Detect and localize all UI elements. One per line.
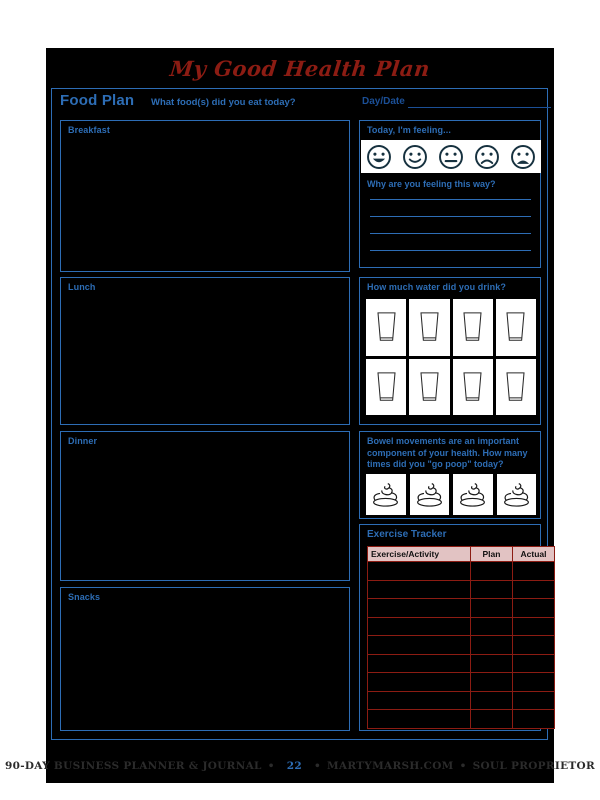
- glass-cell[interactable]: [409, 359, 449, 416]
- table-row[interactable]: [368, 710, 555, 729]
- cell-plan[interactable]: [471, 710, 513, 729]
- poop-cell[interactable]: [453, 474, 493, 515]
- cell-plan[interactable]: [471, 673, 513, 692]
- water-glass-icon: [374, 370, 399, 404]
- footer-page-number: 22: [286, 760, 302, 772]
- mood-answer-line[interactable]: [370, 250, 531, 251]
- table-row[interactable]: [368, 599, 555, 618]
- cell-plan[interactable]: [471, 654, 513, 673]
- smile-face-icon[interactable]: [402, 144, 428, 170]
- cell-activity[interactable]: [368, 636, 471, 655]
- water-glass-icon: [503, 310, 528, 344]
- water-glass-icon: [503, 370, 528, 404]
- lunch-label: Lunch: [68, 282, 96, 292]
- glass-cell[interactable]: [496, 359, 536, 416]
- water-question: How much water did you drink?: [367, 282, 506, 292]
- cell-actual[interactable]: [513, 710, 555, 729]
- table-header-row: [368, 547, 555, 562]
- dinner-label: Dinner: [68, 436, 98, 446]
- footer-separator: •: [459, 760, 467, 772]
- footer-separator: •: [267, 760, 275, 772]
- mood-question: Why are you feeling this way?: [367, 179, 496, 189]
- mood-answer-line[interactable]: [370, 233, 531, 234]
- cell-plan[interactable]: [471, 562, 513, 581]
- cell-actual[interactable]: [513, 691, 555, 710]
- cell-activity[interactable]: [368, 599, 471, 618]
- lunch-box[interactable]: [60, 277, 350, 425]
- bowel-box: [359, 431, 541, 519]
- poop-icon: [501, 479, 532, 510]
- table-row[interactable]: [368, 673, 555, 692]
- mood-answer-line[interactable]: [370, 199, 531, 200]
- cell-activity[interactable]: [368, 710, 471, 729]
- frown-face-icon[interactable]: [474, 144, 500, 170]
- breakfast-label: Breakfast: [68, 125, 110, 135]
- column-header-plan: Plan: [471, 547, 513, 562]
- cell-activity[interactable]: [368, 654, 471, 673]
- poop-icon: [457, 479, 488, 510]
- bowel-question: Bowel movements are an important component of your health. How many times did you "go poop" today?: [367, 436, 528, 469]
- page-title: My Good Health Plan: [168, 56, 432, 81]
- mood-answer-line[interactable]: [370, 216, 531, 217]
- cell-actual[interactable]: [513, 562, 555, 581]
- dinner-box[interactable]: [60, 431, 350, 581]
- water-glass-grid: [366, 299, 536, 415]
- glass-cell[interactable]: [453, 299, 493, 356]
- cell-actual[interactable]: [513, 654, 555, 673]
- water-glass-icon: [374, 310, 399, 344]
- breakfast-box[interactable]: [60, 120, 350, 272]
- footer-brand: SOUL PROPRIETOR: [472, 760, 596, 772]
- glass-cell[interactable]: [496, 299, 536, 356]
- water-glass-icon: [460, 310, 485, 344]
- cell-activity[interactable]: [368, 580, 471, 599]
- cell-plan[interactable]: [471, 580, 513, 599]
- cell-actual[interactable]: [513, 636, 555, 655]
- table-row[interactable]: [368, 580, 555, 599]
- footer-title: 90-DAY BUSINESS PLANNER & JOURNAL: [4, 760, 262, 772]
- cell-actual[interactable]: [513, 617, 555, 636]
- table-row[interactable]: [368, 691, 555, 710]
- day-date-label: Day/Date: [362, 96, 405, 107]
- glass-cell[interactable]: [453, 359, 493, 416]
- cell-plan[interactable]: [471, 599, 513, 618]
- cell-plan[interactable]: [471, 691, 513, 710]
- day-date-input-line[interactable]: [408, 107, 551, 108]
- poop-icon-grid: [366, 474, 536, 515]
- column-header-activity: Exercise/Activity: [368, 547, 471, 562]
- column-header-actual: Actual: [513, 547, 555, 562]
- glass-cell[interactable]: [366, 359, 406, 416]
- section-title: Food Plan: [60, 92, 135, 109]
- cell-plan[interactable]: [471, 636, 513, 655]
- mood-face-row: [361, 140, 541, 173]
- cell-activity[interactable]: [368, 617, 471, 636]
- mood-label: Today, I'm feeling...: [367, 125, 451, 135]
- footer-site: MARTYMARSH.COM: [326, 760, 454, 772]
- exercise-box: [359, 524, 547, 731]
- snacks-label: Snacks: [68, 592, 101, 602]
- footer-separator: •: [313, 760, 321, 772]
- neutral-face-icon[interactable]: [438, 144, 464, 170]
- exercise-table: [367, 546, 555, 729]
- exercise-tracker-title: Exercise Tracker: [367, 529, 447, 540]
- cell-actual[interactable]: [513, 580, 555, 599]
- poop-icon: [370, 479, 401, 510]
- page-footer: [4, 757, 596, 775]
- water-glass-icon: [460, 370, 485, 404]
- snacks-box[interactable]: [60, 587, 350, 731]
- poop-cell[interactable]: [497, 474, 537, 515]
- water-glass-icon: [417, 370, 442, 404]
- cell-activity[interactable]: [368, 562, 471, 581]
- cell-activity[interactable]: [368, 673, 471, 692]
- table-row[interactable]: [368, 654, 555, 673]
- poop-icon: [414, 479, 445, 510]
- cell-actual[interactable]: [513, 673, 555, 692]
- very-sad-face-icon[interactable]: [510, 144, 536, 170]
- grin-face-icon[interactable]: [366, 144, 392, 170]
- section-subtitle: What food(s) did you eat today?: [151, 97, 296, 108]
- poop-cell[interactable]: [366, 474, 406, 515]
- cell-activity[interactable]: [368, 691, 471, 710]
- section-header: [60, 92, 540, 114]
- water-glass-icon: [417, 310, 442, 344]
- mood-box: [359, 120, 541, 268]
- cell-plan[interactable]: [471, 617, 513, 636]
- glass-cell[interactable]: [366, 299, 406, 356]
- water-box: [359, 277, 541, 425]
- poop-cell[interactable]: [410, 474, 450, 515]
- table-row[interactable]: [368, 562, 555, 581]
- table-row[interactable]: [368, 617, 555, 636]
- cell-actual[interactable]: [513, 599, 555, 618]
- glass-cell[interactable]: [409, 299, 449, 356]
- table-row[interactable]: [368, 636, 555, 655]
